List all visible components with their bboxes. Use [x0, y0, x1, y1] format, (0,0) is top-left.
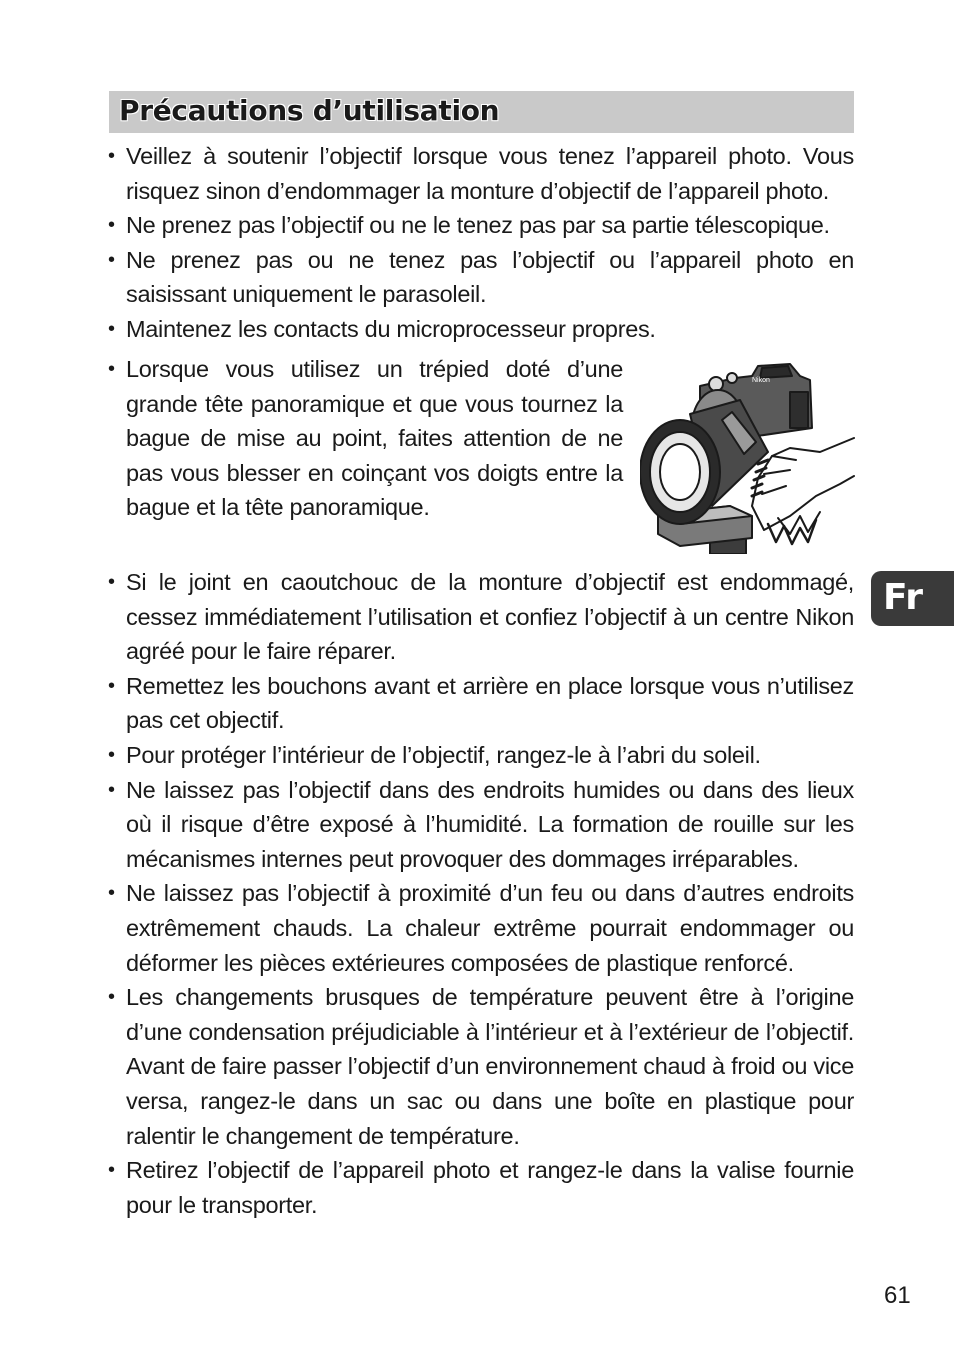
language-tab-label: Fr — [883, 577, 924, 618]
list-item-text: Maintenez les contacts du microprocesseur propres. — [126, 315, 656, 342]
language-tab[interactable] — [871, 571, 954, 626]
precautions-list-with-figure — [108, 352, 623, 525]
bullet-icon: • — [108, 214, 115, 237]
camera-tripod-illustration — [640, 356, 856, 554]
bullet-icon: • — [108, 674, 115, 697]
list-item — [108, 139, 854, 208]
list-item-text: Ne prenez pas l’objectif ou ne le tenez pas par sa partie télescopique. — [126, 212, 830, 239]
list-item — [108, 1153, 854, 1222]
list-item-text: Lorsque vous utilisez un trépied doté d’une grande tête panoramique et que vous tournez la bague de mise au point, faites attention de ne pas vous blesser en coinçant vos doigts entre la bague et la tête panoramique. — [126, 356, 623, 521]
precautions-list-top — [108, 139, 854, 347]
list-item-text: Les changements brusques de température peuvent être à l’origine d’une condensation préjudiciable à l’intérieur et à l’extérieur de l’objectif. Avant de faire passer l’objectif d’un environnement chaud à froid ou vice versa, rangez-le dans un sac ou dans une boîte en plastique pour ralentir le changement de température. — [126, 984, 854, 1149]
list-item — [108, 738, 854, 773]
list-item-text: Remettez les bouchons avant et arrière en place lorsque vous n’utilisez pas cet objectif. — [126, 672, 854, 734]
bullet-icon: • — [108, 882, 115, 905]
bullet-icon: • — [108, 743, 115, 766]
bullet-icon: • — [108, 571, 115, 593]
list-item-text: Veillez à soutenir l’objectif lorsque vous tenez l’appareil photo. Vous risquez sinon d’endommager la monture d’objectif de l’appareil photo. — [126, 143, 854, 204]
bullet-icon: • — [108, 358, 115, 380]
list-item-text: Ne laissez pas l’objectif dans des endroits humides ou dans des lieux où il risque d’être exposé à l’humidité. La formation de rouille sur les mécanismes internes peut provoquer des dommages irréparables. — [126, 776, 854, 872]
list-item-text: Ne prenez pas ou ne tenez pas l’objectif ou l’appareil photo en saisissant uniquement le parasoleil. — [126, 246, 854, 308]
list-item-text: Retirez l’objectif de l’appareil photo et rangez-le dans la valise fournie pour le transporter. — [126, 1157, 854, 1218]
list-item — [108, 669, 854, 738]
bullet-icon: • — [108, 778, 115, 801]
list-item — [108, 980, 854, 1153]
precautions-list-bottom — [108, 565, 854, 1222]
bullet-icon: • — [108, 1159, 115, 1182]
camera-brand-label: Nikon — [752, 377, 770, 384]
bullet-icon: • — [108, 248, 115, 271]
section-heading-bar — [109, 91, 854, 133]
list-item — [108, 876, 854, 980]
list-item-text: Si le joint en caoutchouc de la monture d’objectif est endommagé, cessez immédiatement l’utilisation et confiez l’objectif à un centre Nikon agréé pour le faire réparer. — [126, 569, 854, 665]
bullet-icon: • — [108, 986, 115, 1009]
list-item-text: Ne laissez pas l’objectif à proximité d’un feu ou dans d’autres endroits extrêmement chauds. La chaleur extrême pourrait endommager ou déformer les pièces extérieures composées de plastique renforcé. — [126, 880, 854, 976]
page-number: 61 — [884, 1282, 911, 1309]
bullet-icon: • — [108, 145, 115, 167]
list-item — [108, 208, 854, 243]
list-item — [108, 565, 854, 669]
list-item — [108, 773, 854, 877]
section-title: Précautions d’utilisation — [119, 94, 500, 127]
list-item-text: Pour protéger l’intérieur de l’objectif, rangez-le à l’abri du soleil. — [126, 741, 761, 768]
list-item — [108, 243, 854, 312]
bullet-icon: • — [108, 317, 115, 340]
list-item — [108, 352, 623, 525]
list-item — [108, 312, 854, 347]
